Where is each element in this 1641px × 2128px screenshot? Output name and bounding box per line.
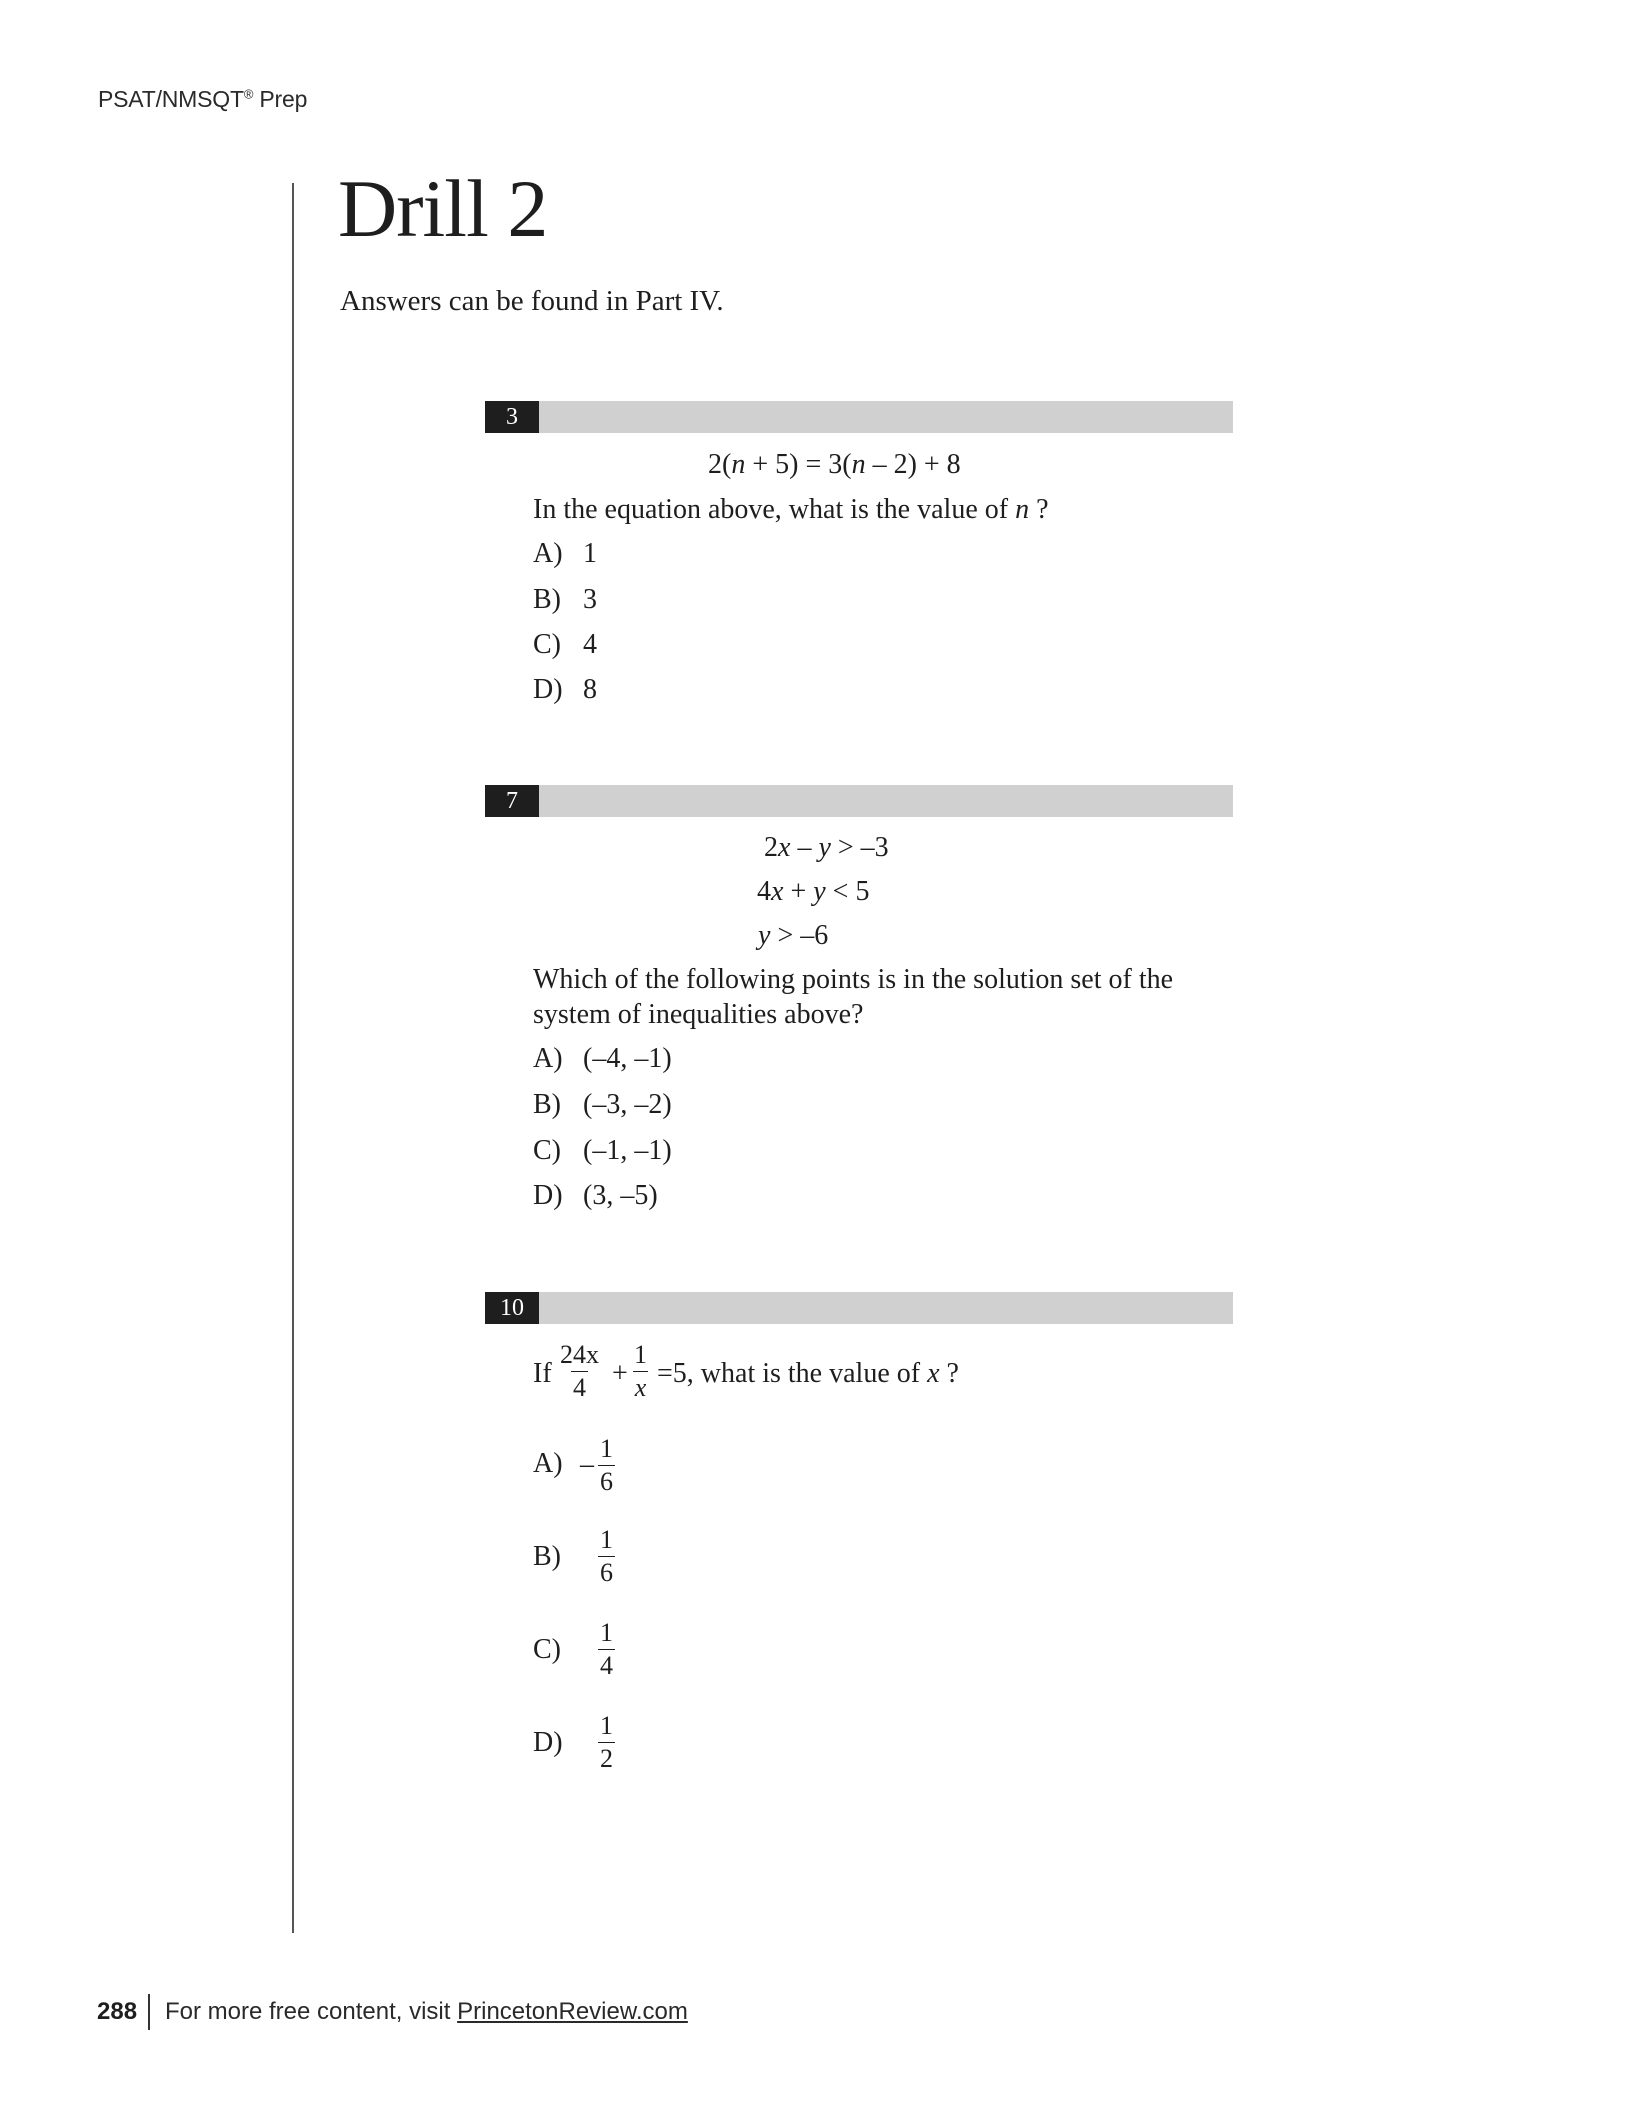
question-10-bar [485, 1292, 1233, 1324]
q7-prompt-line-2: system of inequalities above? [533, 999, 864, 1030]
q10-choice-a-fraction: $\frac{1}{6}$ [600, 1434, 613, 1496]
q10-fraction-2: $\frac{1}{x}$ [634, 1340, 647, 1402]
q10-fraction-1: $\frac{24x}{4}$ [560, 1340, 599, 1402]
page-number: 288 [97, 1998, 138, 2025]
q10-choice-b-fraction: $\frac{1}{6}$ [600, 1525, 613, 1587]
question-number: 3 [485, 401, 539, 433]
question-7-bar [485, 785, 1233, 817]
q10-choice-c-fraction: $\frac{1}{4}$ [600, 1618, 613, 1680]
page-title: Drill 2 [338, 163, 548, 254]
running-header [98, 86, 307, 113]
question-number: 7 [485, 785, 539, 817]
running-suffix: Prep [259, 86, 308, 112]
q3-equation: 2(n + 5) = 3(n – 2) + 8 [708, 449, 961, 480]
q7-inequality-1: 2x – y > –3 [764, 832, 889, 863]
footer-divider [148, 1994, 150, 2030]
vertical-rule [292, 183, 294, 1933]
q10-choice-d-fraction: $\frac{1}{2}$ [600, 1711, 613, 1773]
q7-prompt-line-1: Which of the following points is in the solution set of the [533, 964, 1174, 995]
question-3-bar [485, 401, 1233, 433]
footer-text: For more free content, visit PrincetonReview.com [165, 1998, 688, 2025]
drill-subtitle: Answers can be found in Part IV. [340, 285, 724, 317]
q3-prompt: In the equation above, what is the value of n ? [533, 494, 1049, 525]
q7-inequality-2: 4x + y < 5 [757, 876, 870, 907]
question-number: 10 [485, 1292, 539, 1324]
q7-inequality-3: y > –6 [758, 920, 829, 951]
registered-mark: ® [243, 86, 254, 102]
running-title: PSAT/NMSQT [98, 86, 244, 112]
footer-link[interactable]: PrincetonReview.com [457, 1998, 688, 2025]
